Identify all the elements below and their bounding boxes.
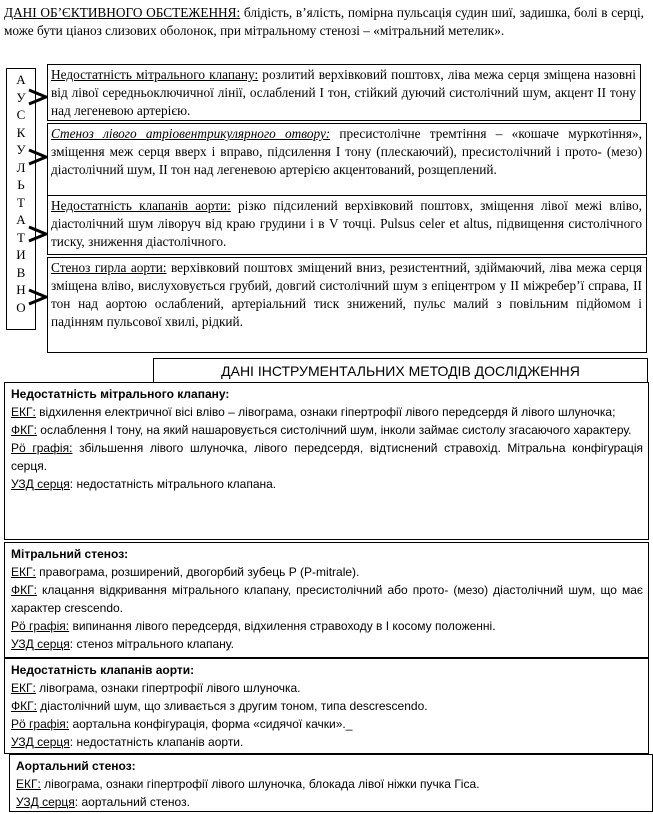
instr-block-mitral-insufficiency [4, 382, 649, 540]
letter: Т [17, 194, 25, 210]
letter: Т [17, 229, 25, 245]
letter: А [16, 72, 26, 87]
letter: А [16, 212, 26, 227]
block-heading: Недостатність клапанів аорти: [11, 663, 195, 677]
block-heading: Недостатність мітрального клапану: [11, 387, 230, 401]
item-key: УЗД серця [11, 477, 70, 491]
auscultation-letters [7, 71, 35, 316]
item-text: збільшення лівого шлуночка, лівого передсердя, відтиснений стравохід. Мітральна конфігурація серця. [11, 441, 643, 473]
item-key: ЕКГ: [16, 777, 41, 791]
item-text: лівограма, ознаки гіпертрофії лівого шлуночка. [35, 681, 301, 695]
item-key: ЕКГ: [11, 681, 36, 695]
block-item [16, 775, 647, 793]
block-heading: Аортальний стеноз: [16, 759, 136, 773]
block-item [11, 439, 643, 475]
ausc-box-text: різко підсилений верхівковий поштовх, зміщення лівої межі вліво, діастолічний шум ліворуч від краю грудини і в V точці. Pulsus celer et altus, підвищення систолічного тиску, зниження діастолічного. [51, 198, 642, 249]
item-key: ФКГ: [11, 423, 37, 437]
item-key: Рö графія: [11, 619, 70, 633]
item-text: аортальна конфігурація, форма «сидячої качки»._ [69, 717, 353, 731]
item-key: Рö графія: [11, 441, 73, 455]
item-text: : стеноз мітрального клапану. [69, 637, 234, 651]
item-key: ФКГ: [11, 699, 37, 713]
item-text: ослаблення І тону, на який нашаровується систолічний шум, інколи займає систолу згасаючого характеру. [36, 423, 632, 437]
block-item [11, 403, 643, 421]
objective-exam-title: ДАНІ ОБ’ЄКТИВНОГО ОБСТЕЖЕННЯ: [4, 5, 241, 20]
item-key: УЗД серця [11, 637, 70, 651]
objective-exam-text: блідість, в’ялість, помірна пульсація судин шиї, задишка, болі в серці, може бути ціаноз слизових оболонок, при мітральному стенозі – «мітральний метелик». [4, 5, 644, 38]
ausc-box-aortic-stenosis [47, 257, 647, 353]
ausc-box-text: верхівковий поштовх зміщений вниз, резистентний, здіймаючий, ліва межа серця зміщена вліво, вислуховується грубий, довгий систолічний шум з епіцентром у ІІ міжребер’ї справа, ІІ тон над аортою ослаблений, артеріальний тиск знижений, пульс малий з повільним підйомом і падінням пульсової хвилі, рідкий. [51, 260, 643, 329]
letter: И [16, 247, 26, 262]
ausc-box-text: розлитий верхівковий поштовх, ліва межа серця зміщена назовні від лівої середньоключичної лінії, ослаблений І тон, стійкий дуючий систолічний шум, акцент ІІ тону над легеневою артерією. [51, 67, 636, 118]
block-heading: Мітральний стеноз: [11, 547, 129, 561]
letter: Ь [17, 177, 25, 192]
letter: Л [16, 159, 26, 175]
ausc-box-mitral-stenosis [47, 123, 647, 197]
block-item [11, 563, 643, 581]
item-text: клацання відкривання мітрального клапану, пресистолічний або прото- (мезо) діастолічний шум, що має характер crescendo. [11, 583, 643, 615]
ausc-box-aortic-insufficiency [47, 195, 647, 255]
item-key: УЗД серця [16, 795, 75, 809]
letter: У [16, 142, 26, 157]
ausc-box-title: Недостатність мітрального клапану: [51, 67, 259, 82]
item-key: ЕКГ: [11, 565, 36, 579]
block-item [16, 793, 647, 811]
item-text: правограма, розширений, двогорбий зубець Р (P-mitrale). [35, 565, 360, 579]
letter: В [16, 264, 26, 280]
item-text: відхилення електричної вісі вліво – лівограма, ознаки гіпертрофії лівого передсердя й лівого шлуночка; [35, 405, 616, 419]
item-key: Рö графія: [11, 717, 70, 731]
item-key: ЕКГ: [11, 405, 36, 419]
letter: О [16, 299, 26, 315]
instrumental-methods-title: ДАНІ ІНСТРУМЕНТАЛЬНИХ МЕТОДІВ ДОСЛІДЖЕННЯ [153, 358, 648, 382]
letter: С [16, 107, 26, 122]
block-item [11, 581, 643, 617]
item-text: : недостатність мітрального клапана. [69, 477, 277, 491]
ausc-box-text: пресистолічне тремтіння – «кошаче муркотіння», зміщення меж серця вверх і вправо, підсилення І тону (плескаючий), пресистолічний і прото- (мезо) діастолічний шум, ІІ тон над легеневою артерією акцентований, розщеплений. [51, 126, 643, 177]
block-item [11, 715, 643, 733]
instr-block-aortic-stenosis [9, 754, 653, 812]
arrow-right-icon [27, 225, 49, 243]
letter: Н [16, 282, 26, 297]
instr-block-aortic-insufficiency [4, 658, 649, 754]
arrow-right-icon [27, 288, 49, 306]
ausc-box-mitral-insufficiency [47, 64, 641, 121]
ausc-box-title: Стеноз лівого атріовентрикулярного отвору: [51, 126, 331, 141]
arrow-right-icon [27, 148, 49, 166]
arrow-right-icon [27, 88, 49, 106]
block-item [11, 679, 643, 697]
letter: К [16, 124, 26, 140]
instr-block-mitral-stenosis [4, 542, 649, 658]
item-text: лівограма, ознаки гіпертрофії лівого шлуночка, блокада лівої ніжки пучка Гіса. [40, 777, 480, 791]
item-key: ФКГ: [11, 583, 37, 597]
objective-exam-paragraph [4, 4, 644, 40]
block-item [11, 697, 643, 715]
block-item [11, 635, 643, 653]
item-text: випинання лівого передсердя, відхилення стравоходу в І косому положенні. [69, 619, 496, 633]
letter: У [16, 89, 26, 105]
block-item [11, 617, 643, 635]
item-text: : недостатність клапанів аорти. [69, 735, 244, 749]
item-text: : аортальний стеноз. [74, 795, 190, 809]
block-item [11, 421, 643, 439]
item-key: УЗД серця [11, 735, 70, 749]
block-item [11, 475, 643, 493]
block-item [11, 733, 643, 751]
item-text: діастолічний шум, що зливається з другим тоном, типа descrescendo. [36, 699, 428, 713]
ausc-box-title: Стеноз гирла аорти: [51, 260, 167, 275]
ausc-box-title: Недостатність клапанів аорти: [51, 198, 231, 213]
